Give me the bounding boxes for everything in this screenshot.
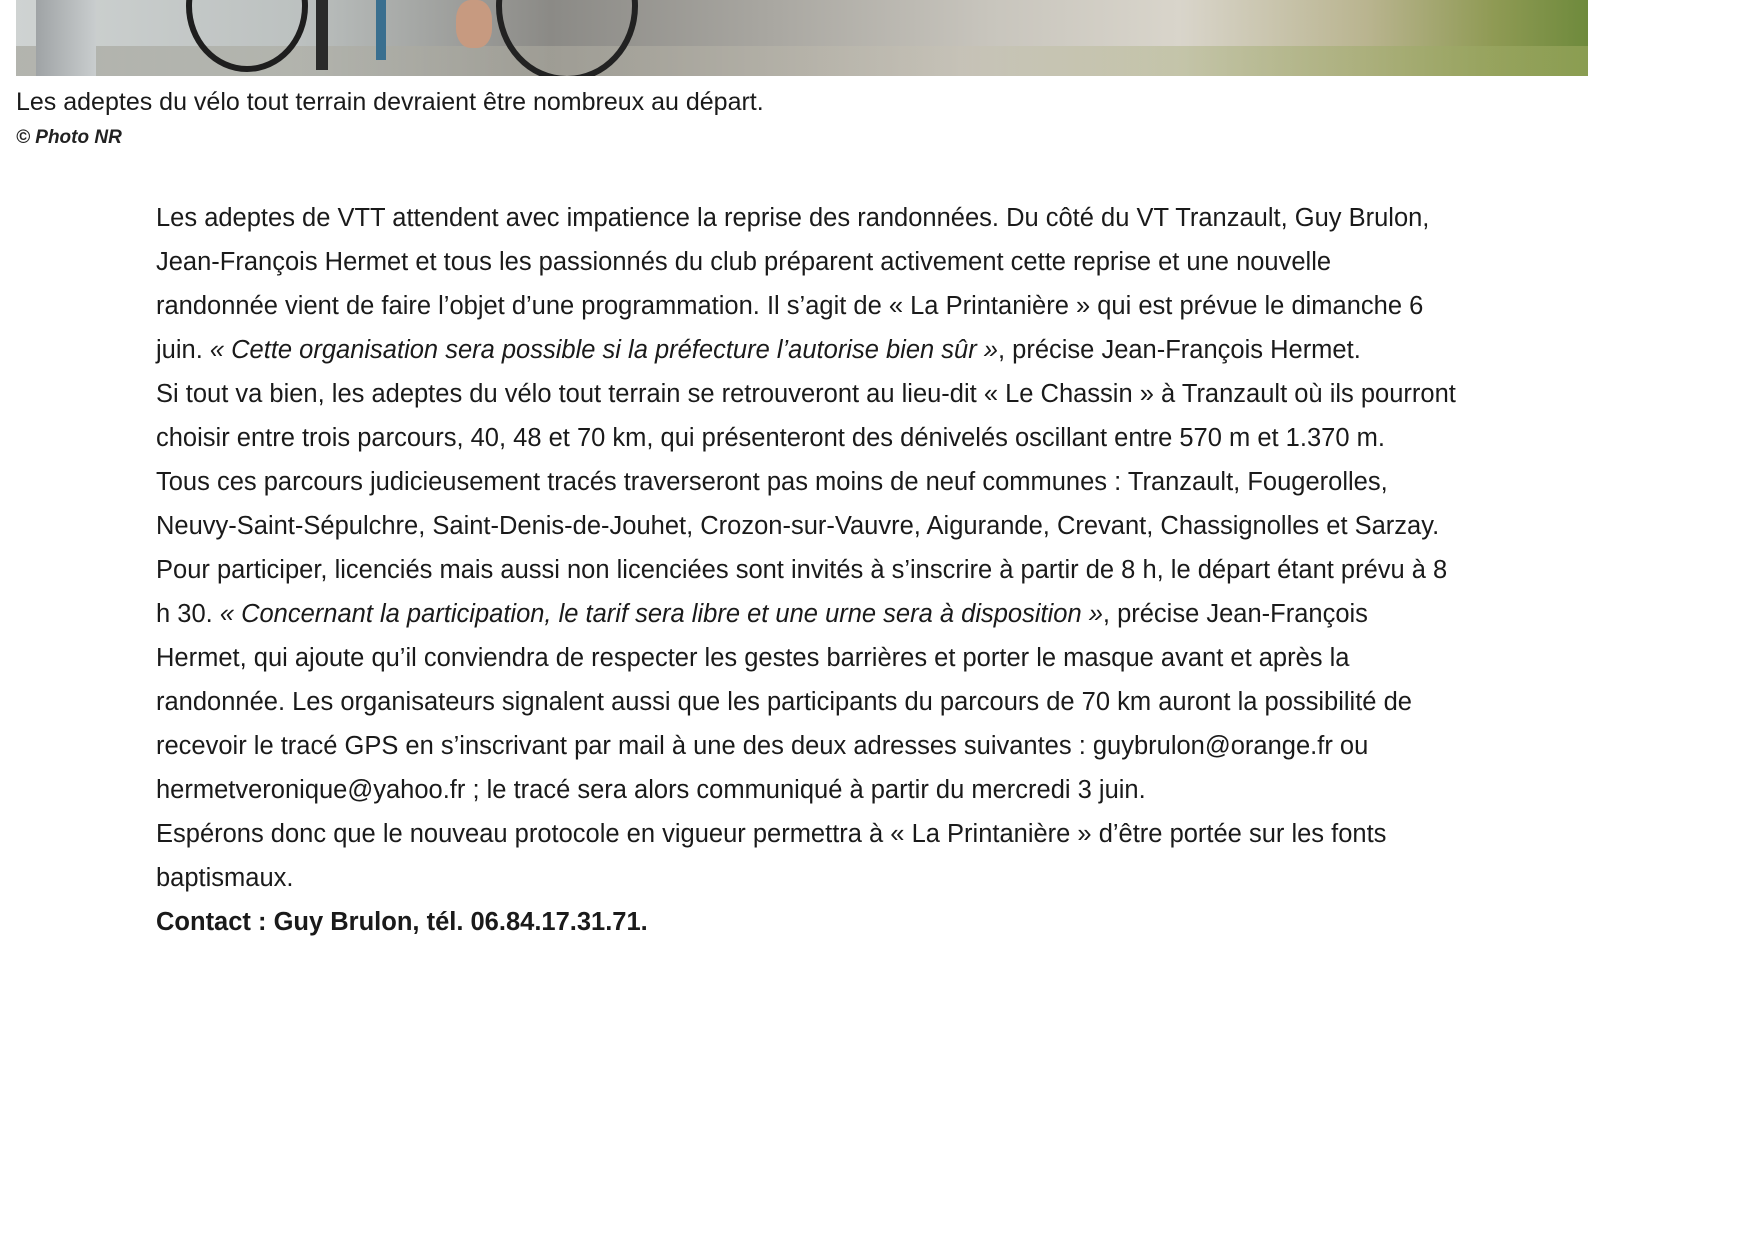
photo-credit: © Photo NR (16, 127, 122, 148)
article-body (156, 196, 1456, 944)
contact-line: Contact : Guy Brulon, tél. 06.84.17.31.71. (156, 908, 648, 936)
article-paragraph (156, 548, 1456, 812)
paragraph-text: Les adeptes de VTT attendent avec impatience la reprise des randonnées. Du côté du VT Tranzault, Guy Brulon, Jean-François Hermet et tous les passionnés du club préparent activement cette reprise et une nouvelle randonnée vient de faire l’objet d’une programmation. Il s’agit de « La Printanière » qui est prévue le dimanche 6 juin. (156, 204, 1430, 364)
photo-rider-leg (456, 0, 492, 48)
paragraph-quote: « Concernant la participation, le tarif sera libre et une urne sera à disposition » (219, 600, 1103, 628)
article-paragraph: Tous ces parcours judicieusement tracés traverseront pas moins de neuf communes : Tranzault, Fougerolles, Neuvy-Saint-Sépulchre, Saint-Denis-de-Jouhet, Crozon-sur-Vauvre, Aigurande, Crevant, Chassignolles et Sarzay. (156, 468, 1440, 540)
photo-bike-frame (316, 0, 328, 70)
article-paragraph: Espérons donc que le nouveau protocole en vigueur permettra à « La Printanière » d’être portée sur les fonts baptismaux. (156, 820, 1387, 892)
photo-fence (36, 0, 96, 76)
paragraph-text: Pour participer, licenciés mais aussi non licenciées sont invités à s’inscrire à partir de 8 h, le départ étant prévu à 8 h 30. (156, 556, 1448, 628)
photo-caption: Les adeptes du vélo tout terrain devraient être nombreux au départ. (16, 88, 764, 116)
paragraph-text: , précise Jean-François Hermet. (997, 336, 1361, 364)
article-paragraph: Si tout va bien, les adeptes du vélo tout terrain se retrouveront au lieu-dit « Le Chassin » à Tranzault où ils pourront choisir entre trois parcours, 40, 48 et 70 km, qui présenteront des dénivelés oscillant entre 570 m et 1.370 m. (156, 380, 1456, 452)
article-photo (16, 0, 1588, 76)
paragraph-text: , précise Jean-François Hermet, qui ajoute qu’il conviendra de respecter les gestes barrières et porter le masque avant et après la randonnée. Les organisateurs signalent aussi que les participants du parcours de 70 km auront la possibilité de recevoir le tracé GPS en s’inscrivant par mail à une des deux adresses suivantes : guybrulon@orange.fr ou hermetveronique@yahoo.fr ; le tracé sera alors communiqué à partir du mercredi 3 juin. (156, 600, 1412, 804)
photo-bike-fork (376, 0, 386, 60)
paragraph-quote: « Cette organisation sera possible si la préfecture l’autorise bien sûr » (209, 336, 998, 364)
article-paragraph (156, 196, 1456, 372)
